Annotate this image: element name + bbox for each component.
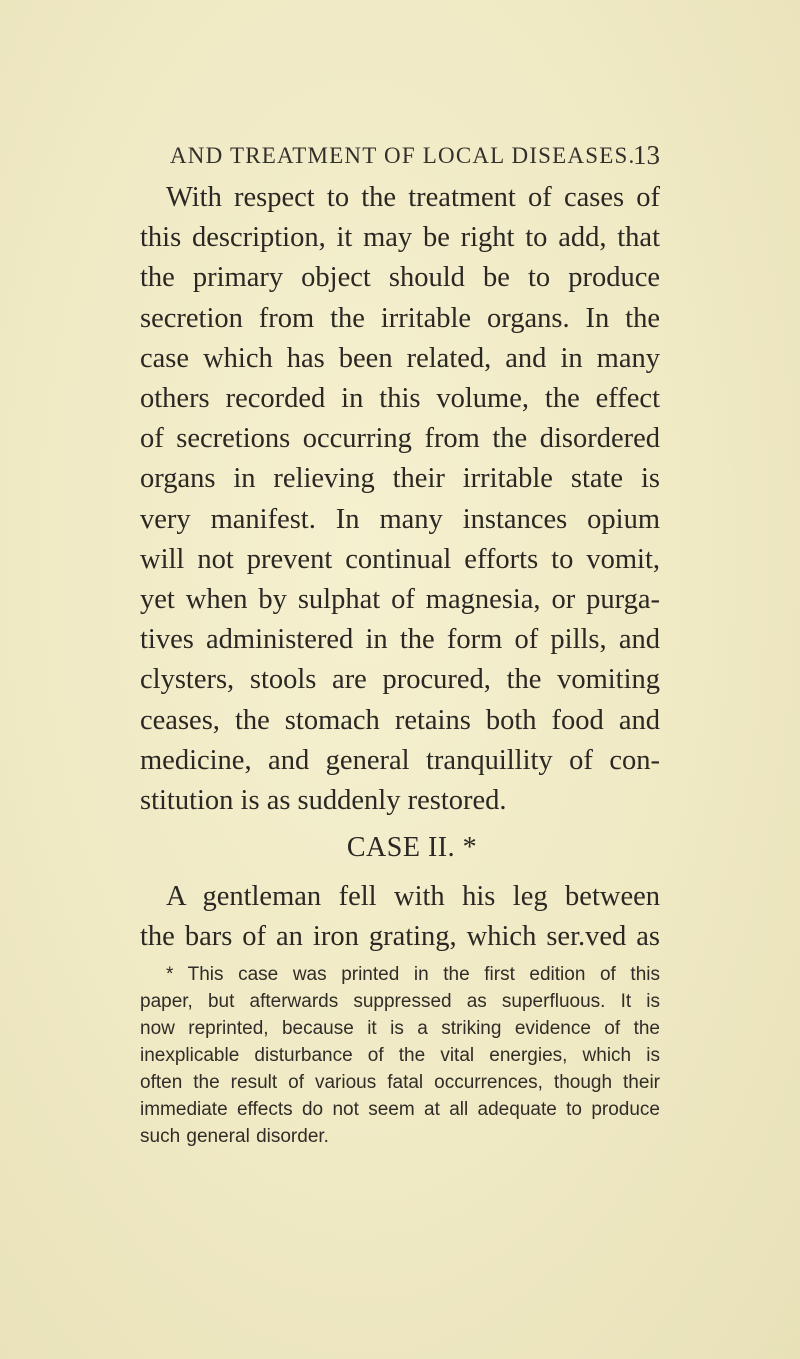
paragraph-line: this description, it may be right to add, that <box>140 222 660 254</box>
footnote-line: immediate effects do not seem at all adequate to produce <box>140 1099 660 1120</box>
paragraph-line: yet when by sulphat of magnesia, or purga- <box>140 584 660 616</box>
paragraph-line: tives administered in the form of pills, and <box>140 624 660 656</box>
footnote-line: now reprinted, because it is a striking evidence of the <box>140 1018 660 1039</box>
case-line: the bars of an iron grating, which ser.ved as <box>140 921 660 953</box>
case-line: A gentleman fell with his leg between <box>166 881 660 912</box>
footnote-line: * This case was printed in the first edition of this <box>166 964 660 985</box>
paragraph-line: medicine, and general tranquillity of con- <box>140 744 660 776</box>
paragraph-line: secretion from the irritable organs. In the <box>140 302 660 334</box>
paragraph-line: will not prevent continual efforts to vomit, <box>140 543 660 575</box>
footnote-line: inexplicable disturbance of the vital energies, which is <box>140 1045 660 1066</box>
footnote-line: paper, but afterwards suppressed as superfluous. It is <box>140 991 660 1012</box>
case-heading: CASE II. * <box>346 832 478 863</box>
paragraph-line: case which has been related, and in many <box>140 342 660 374</box>
footnote <box>140 961 660 1150</box>
footnote-line: often the result of various fatal occurrences, though their <box>140 1072 660 1093</box>
paragraph-line: of secretions occurring from the disordered <box>140 423 660 455</box>
case-paragraph <box>140 877 660 957</box>
footnote-line: such general disorder. <box>140 1126 329 1147</box>
paragraph-line: organs in relieving their irritable state is <box>140 463 660 495</box>
running-head <box>170 140 660 170</box>
paragraph-line: very manifest. In many instances opium <box>140 503 660 535</box>
paragraph-line: the primary object should be to produce <box>140 262 660 294</box>
main-paragraph <box>140 178 660 821</box>
paragraph-line: others recorded in this volume, the effect <box>140 383 660 415</box>
running-title: AND TREATMENT OF LOCAL DISEASES. <box>170 143 636 168</box>
paragraph-line: stitution is as suddenly restored. <box>140 785 507 817</box>
paragraph-line: clysters, stools are procured, the vomiting <box>140 664 660 696</box>
page-number: 13 <box>633 140 660 170</box>
paragraph-line: ceases, the stomach retains both food and <box>140 704 660 736</box>
paragraph-line: With respect to the treatment of cases of <box>166 182 660 213</box>
